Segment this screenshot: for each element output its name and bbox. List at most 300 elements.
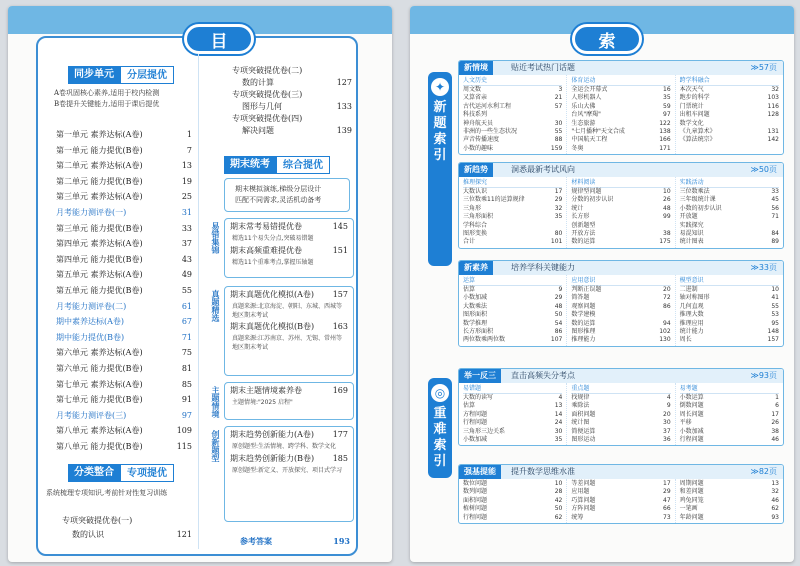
index-entry-label: 统计图表	[679, 238, 704, 246]
index-entry-page: 73	[663, 513, 671, 521]
panel-column	[676, 479, 783, 523]
toc-unit-page: 71	[181, 332, 192, 342]
index-entry[interactable]	[680, 336, 779, 344]
index-entry[interactable]	[680, 103, 779, 111]
index-entry-label: 乐山大佛	[571, 102, 596, 110]
column-header: 人文历史	[463, 76, 562, 86]
index-entry[interactable]	[463, 230, 562, 238]
index-entry[interactable]	[680, 402, 779, 410]
panel-page-link[interactable]: ≫93页	[750, 371, 777, 380]
index-entry[interactable]	[571, 488, 670, 496]
panel-title: 洞悉最新考试风向	[511, 165, 575, 174]
index-entry[interactable]	[680, 514, 779, 522]
index-entry-label: 全运会开幕式	[571, 86, 608, 93]
side-tab-char: 难	[433, 422, 447, 437]
toc-unit-row[interactable]	[56, 177, 192, 187]
panel-column	[459, 479, 566, 523]
panel-column	[676, 75, 783, 154]
index-entry-label: 推理应用	[679, 319, 704, 327]
index-entry-label: 《九章算术》	[679, 128, 716, 136]
index-entry-label: 判断正误题	[571, 286, 602, 293]
index-entry[interactable]	[680, 320, 779, 328]
index-entry-label: 图形运动	[571, 436, 596, 444]
index-entry[interactable]	[463, 505, 562, 513]
index-entry-page: 30	[663, 419, 671, 427]
index-entry[interactable]	[680, 294, 779, 302]
index-entry-page: 54	[554, 319, 563, 327]
column-header: 推理探究	[463, 178, 562, 188]
toc-unit-row[interactable]	[56, 380, 192, 390]
toc-unit-row[interactable]	[56, 395, 192, 405]
index-entry[interactable]	[463, 488, 562, 496]
index-entry-page: 26	[663, 196, 671, 204]
panel-grid	[459, 479, 783, 523]
index-entry[interactable]	[571, 238, 670, 246]
index-entry[interactable]	[680, 136, 779, 144]
index-entry[interactable]	[463, 120, 562, 128]
index-entry-label: 鸡兔同笼	[679, 496, 704, 504]
side-tab-char: 索	[433, 132, 447, 147]
toc-unit-row[interactable]	[56, 239, 192, 249]
index-entry[interactable]	[680, 238, 779, 246]
index-entry-page: 10	[554, 480, 563, 487]
index-entry-page: 45	[771, 196, 779, 204]
toc-special-1-sub[interactable]: 数的认识 121	[72, 530, 192, 539]
index-entry[interactable]	[571, 419, 670, 427]
index-entry-label: 长方形	[571, 213, 590, 221]
toc-special-sub-title: 图形与几何	[242, 102, 282, 111]
index-entry[interactable]	[571, 311, 670, 319]
index-entry-label: 数学文化	[679, 119, 704, 127]
index-entry[interactable]	[463, 402, 562, 410]
index-entry-label: 行程问题	[463, 419, 488, 427]
toc-unit-row[interactable]	[56, 286, 192, 296]
panel-column	[566, 383, 675, 445]
index-entry[interactable]	[571, 111, 670, 119]
toc-unit-row[interactable]	[56, 317, 192, 327]
index-entry-page: 86	[663, 302, 671, 310]
toc-unit-title: 第四单元 能力提优(B卷)	[56, 254, 143, 264]
index-entry-label: 规律型问题	[571, 188, 602, 195]
index-entry[interactable]	[463, 497, 562, 505]
toc-final-title: 期末高频重难提优卷	[230, 246, 302, 255]
toc-final-note: 原创题型:新定义、开放探究、项目式学习	[232, 467, 343, 474]
index-entry[interactable]	[680, 213, 779, 221]
index-entry-label: 学科综合	[463, 221, 488, 229]
index-entry-page: 130	[659, 336, 671, 344]
index-entry[interactable]	[463, 428, 562, 436]
index-entry-page: 35	[554, 213, 563, 221]
toc-unit-title: 第七单元 能力提优(B卷)	[56, 395, 143, 405]
index-entry-page: 101	[550, 238, 563, 246]
toc-unit-row[interactable]	[56, 270, 192, 280]
toc-unit-page: 97	[181, 410, 192, 420]
index-entry[interactable]	[463, 196, 562, 204]
panel-header	[459, 61, 783, 75]
index-entry[interactable]	[680, 205, 779, 213]
index-entry[interactable]	[680, 303, 779, 311]
index-entry[interactable]	[571, 136, 670, 144]
index-entry[interactable]	[680, 196, 779, 204]
index-entry[interactable]	[463, 336, 562, 344]
index-entry-label: 开放题	[679, 213, 698, 221]
index-entry[interactable]	[463, 238, 562, 246]
index-entry[interactable]	[680, 222, 779, 230]
toc-unit-title: 第五单元 素养达标(A卷)	[56, 270, 143, 280]
toc-final-title: 期末常考易错提优卷	[230, 222, 302, 231]
toc-unit-title: 第六单元 素养达标(A卷)	[56, 348, 143, 358]
index-entry-page: 128	[767, 111, 779, 119]
lightbulb-icon: ✦	[431, 78, 449, 96]
index-entry[interactable]	[463, 103, 562, 111]
index-entry-label: 面积问题	[571, 410, 596, 418]
index-entry-label: 方阵问题	[571, 505, 596, 513]
panel-column	[566, 275, 675, 346]
index-entry-label: 小数运算	[679, 394, 704, 401]
side-tab-key	[428, 378, 452, 478]
index-entry[interactable]	[463, 311, 562, 319]
toc-final-note: 真题来源:江苏南京、苏州、无锡、常州等地区期末考试	[232, 335, 343, 351]
toc-unit-title: 第三单元 能力提优(B卷)	[56, 223, 143, 233]
toc-special-page: 127	[336, 78, 352, 87]
index-entry[interactable]	[571, 320, 670, 328]
toc-final-row[interactable]	[230, 246, 348, 256]
panel-column	[566, 75, 675, 154]
index-entry-page: 17	[554, 188, 563, 195]
index-entry-label: 三角形面积	[463, 213, 494, 221]
panel-page-link[interactable]: ≫33页	[750, 263, 777, 272]
index-entry[interactable]	[571, 428, 670, 436]
index-entry[interactable]	[463, 394, 562, 402]
index-entry[interactable]	[463, 303, 562, 311]
index-entry-label: 两位数乘两位数	[463, 336, 506, 344]
index-entry-label: 行程问题	[679, 436, 704, 444]
index-entry-label: 神舟航天员	[463, 119, 494, 127]
index-entry-page: 17	[771, 410, 779, 418]
index-entry[interactable]	[680, 111, 779, 119]
final-group-tag: 易错集锦	[211, 222, 220, 254]
index-entry-label: 生态旅游	[571, 119, 596, 127]
toc-final-row[interactable]	[230, 386, 348, 396]
toc-special-page: 139	[336, 126, 352, 135]
index-entry[interactable]	[571, 145, 670, 153]
column-header: 模型意识	[680, 276, 779, 286]
index-entry-page: 14	[554, 410, 563, 418]
column-header: 运算	[463, 276, 562, 286]
toc-unit-row[interactable]	[56, 348, 192, 358]
panel-header	[459, 465, 783, 479]
index-entry[interactable]	[680, 328, 779, 336]
index-entry-label: 和差问题	[679, 488, 704, 496]
index-entry-page: 26	[771, 419, 779, 427]
index-entry[interactable]	[571, 497, 670, 505]
toc-final-row[interactable]	[230, 222, 348, 232]
index-entry-label: 统计能力	[679, 328, 704, 336]
toc-unit-row[interactable]	[56, 302, 192, 312]
index-entry-label: 创新题型	[571, 221, 596, 229]
final-group-tag: 真题精选	[211, 290, 220, 322]
index-entry-label: 行程问题	[463, 513, 488, 521]
index-entry[interactable]	[571, 222, 670, 230]
panel-page-link[interactable]: ≫57页	[750, 63, 777, 72]
toc-unit-row[interactable]	[56, 208, 192, 218]
index-entry-page: 175	[659, 238, 671, 246]
toc-unit-row[interactable]	[56, 426, 192, 436]
index-entry[interactable]	[680, 436, 779, 444]
index-entry[interactable]	[571, 213, 670, 221]
toc-unit-row[interactable]	[56, 411, 192, 421]
index-entry-label: 周文数	[463, 86, 482, 93]
index-entry-label: 分数的初步认识	[571, 196, 614, 204]
toc-unit-page: 49	[181, 270, 192, 280]
index-entry-label: 台风"摩羯"	[571, 111, 601, 119]
column-header: 材料阅读	[571, 178, 670, 188]
toc-unit-page: 67	[181, 317, 192, 327]
index-entry-page: 57	[554, 102, 563, 110]
toc-final-page: 169	[332, 386, 348, 395]
index-entry[interactable]	[571, 402, 670, 410]
index-entry-page: 20	[663, 410, 671, 418]
index-entry-label: 本次天气	[679, 86, 704, 93]
index-entry[interactable]	[680, 505, 779, 513]
panel-column	[676, 383, 783, 445]
final-group-tag: 主题情境	[211, 386, 220, 418]
index-entry-page: 102	[659, 328, 671, 336]
toc-unit-title: 第七单元 素养达标(A卷)	[56, 379, 143, 389]
index-entry[interactable]	[463, 222, 562, 230]
index-panel	[458, 464, 784, 524]
index-entry-label: 周期问题	[679, 480, 704, 487]
index-entry[interactable]	[463, 320, 562, 328]
toc-final-row[interactable]	[230, 430, 348, 440]
index-entry-page: 48	[663, 204, 671, 212]
index-entry[interactable]	[463, 136, 562, 144]
index-entry[interactable]	[680, 94, 779, 102]
index-entry[interactable]	[680, 497, 779, 505]
toc-final-note: 真题来源:北京海淀、朝阳、东城、西城等地区期末考试	[232, 303, 343, 319]
toc-special-sub[interactable]	[242, 126, 352, 136]
panel-grid	[459, 177, 783, 248]
index-entry[interactable]	[463, 419, 562, 427]
index-entry[interactable]	[463, 205, 562, 213]
index-entry-label: 统计	[571, 204, 584, 212]
index-entry-label: 易混知识	[679, 230, 704, 238]
index-entry-page: 29	[663, 488, 671, 496]
index-entry-page: 80	[554, 230, 563, 238]
toc-unit-row[interactable]	[56, 333, 192, 343]
index-entry[interactable]	[571, 196, 670, 204]
index-entry-page: 89	[771, 238, 779, 246]
index-entry-label: 数的运算	[571, 238, 596, 246]
index-entry-page: 166	[659, 136, 671, 144]
index-entry-label: 又算省亲	[463, 94, 488, 102]
panel-tag: 举一反三	[459, 369, 501, 383]
toc-unit-title: 第四单元 素养达标(A卷)	[56, 239, 143, 249]
toc-unit-page: 33	[181, 223, 192, 233]
toc-final-title: 期末主题情境素养卷	[230, 386, 302, 395]
index-entry-label: 图形变换	[463, 230, 488, 238]
panel-column	[676, 275, 783, 346]
index-entry[interactable]	[463, 111, 562, 119]
index-entry[interactable]	[571, 94, 670, 102]
toc-special-sub-title: 数的计算	[242, 78, 274, 87]
index-entry-label: 周长问题	[679, 410, 704, 418]
index-entry-label: 数的运算	[571, 319, 596, 327]
index-entry-page: 94	[663, 319, 671, 327]
final-note-box: 期末模拟演练,梯级分层设计 匹配不同需求,灵活机动备考	[224, 178, 350, 212]
index-entry-label: 小数加减	[463, 294, 488, 302]
index-entry-page: 46	[771, 496, 779, 504]
index-entry[interactable]	[463, 411, 562, 419]
index-entry-page: 13	[771, 480, 779, 487]
toc-unit-page: 13	[181, 161, 192, 171]
toc-unit-title: 期中素养达标(A卷)	[56, 317, 125, 327]
index-entry-page: 53	[771, 311, 779, 319]
index-entry-page: 29	[554, 196, 563, 204]
toc-final-row[interactable]	[230, 322, 348, 332]
index-entry[interactable]	[680, 120, 779, 128]
index-entry-page: 29	[554, 294, 563, 302]
index-entry-page: 21	[554, 94, 563, 102]
toc-special-row[interactable]	[232, 114, 352, 124]
index-entry-label: 简答题	[571, 294, 590, 302]
toc-unit-row[interactable]	[56, 224, 192, 234]
index-entry-page: 4	[558, 394, 563, 401]
panel-tag: 新情境	[459, 61, 493, 75]
toc-final-page: 151	[332, 246, 348, 255]
index-entry[interactable]	[571, 514, 670, 522]
index-entry[interactable]	[571, 205, 670, 213]
index-entry-page: 46	[771, 436, 779, 444]
index-entry-label: 三角形三边关系	[463, 427, 506, 435]
index-entry-page: 97	[663, 111, 671, 119]
index-entry[interactable]	[680, 488, 779, 496]
toc-unit-row[interactable]	[56, 130, 192, 140]
index-entry-label: 方程问题	[463, 410, 488, 418]
index-entry[interactable]	[680, 419, 779, 427]
toc-unit-row[interactable]	[56, 192, 192, 202]
toc-unit-page: 115	[176, 442, 192, 451]
toc-unit-row[interactable]	[56, 161, 192, 171]
toc-final-page: 157	[332, 290, 348, 299]
toc-unit-page: 25	[181, 192, 192, 202]
index-entry-label: 面积问题	[463, 496, 488, 504]
index-entry[interactable]	[463, 436, 562, 444]
index-entry-page: 9	[558, 286, 563, 293]
index-entry[interactable]	[571, 303, 670, 311]
index-entry-page: 32	[771, 86, 779, 93]
index-entry-page: 48	[554, 302, 563, 310]
index-entry-label: 倒数问题	[679, 402, 704, 410]
toc-unit-title: 月考能力测评卷(一)	[56, 208, 127, 217]
index-entry-page: 95	[771, 319, 779, 327]
index-entry-page: 37	[663, 427, 671, 435]
index-entry[interactable]	[680, 311, 779, 319]
toc-unit-page: 19	[181, 176, 192, 186]
index-entry-label: 数位问题	[463, 480, 488, 487]
index-entry-label: 《算法统宗》	[679, 136, 716, 144]
side-tab-char: 引	[433, 454, 447, 469]
toc-final-page: 163	[332, 322, 348, 331]
index-entry[interactable]	[571, 294, 670, 302]
panel-grid	[459, 383, 783, 445]
toc-unit-row[interactable]	[56, 442, 192, 452]
index-entry[interactable]	[680, 428, 779, 436]
index-entry-page: 38	[663, 230, 671, 238]
toc-final-note: 精选11个重难考点,掌握压轴题	[232, 259, 314, 266]
final-group-tag: 创新题型	[211, 430, 220, 462]
toc-unit-row[interactable]	[56, 364, 192, 374]
toc-unit-row[interactable]	[56, 255, 192, 265]
toc-final-row[interactable]	[230, 454, 348, 464]
index-entry-page: 20	[663, 286, 671, 293]
index-entry-page: 66	[663, 505, 671, 513]
index-entry-label: 平移	[679, 419, 692, 427]
index-entry-page: 17	[663, 480, 671, 487]
toc-final-row[interactable]	[230, 290, 348, 300]
index-entry-label: 统计图	[571, 419, 590, 427]
index-entry[interactable]	[463, 94, 562, 102]
panel-grid	[459, 275, 783, 346]
index-entry[interactable]	[463, 213, 562, 221]
index-entry[interactable]	[463, 145, 562, 153]
panel-title: 贴近考试热门话题	[511, 63, 575, 72]
column-header: 体育运动	[571, 76, 670, 86]
toc-special-row[interactable]	[232, 66, 352, 76]
panel-page-link[interactable]: ≫82页	[750, 467, 777, 476]
index-entry[interactable]	[680, 411, 779, 419]
toc-unit-page: 91	[181, 395, 192, 405]
toc-special-row[interactable]	[232, 90, 352, 100]
index-entry-label: "七月播种"天文合成	[571, 128, 625, 136]
side-tab-new	[428, 72, 452, 266]
index-entry[interactable]	[571, 103, 670, 111]
index-entry[interactable]	[571, 411, 670, 419]
index-entry-page: 55	[771, 302, 779, 310]
index-entry-page: 138	[659, 128, 671, 136]
panel-column	[566, 479, 675, 523]
toc-special-sub[interactable]	[242, 78, 352, 88]
index-entry[interactable]	[463, 294, 562, 302]
panel-page-link[interactable]: ≫50页	[750, 165, 777, 174]
index-entry-page: 62	[554, 513, 563, 521]
index-entry-page: 35	[554, 436, 563, 444]
right-page-index	[410, 6, 794, 562]
index-entry[interactable]	[571, 336, 670, 344]
index-entry-page: 16	[663, 86, 671, 93]
toc-unit-row[interactable]	[56, 146, 192, 156]
index-entry-label: 科技系列	[463, 111, 488, 119]
index-entry-label: 出租车问题	[679, 111, 710, 119]
index-entry[interactable]	[463, 514, 562, 522]
index-entry-label: 大数的读写	[463, 394, 494, 401]
index-entry[interactable]	[571, 436, 670, 444]
index-entry-label: 统筹	[571, 513, 584, 521]
index-entry-page: 107	[550, 336, 563, 344]
index-entry-page: 41	[771, 294, 779, 302]
toc-special-title: 专项突破提优卷(四)	[232, 114, 303, 123]
index-entry-label: 植树问题	[463, 505, 488, 513]
index-entry[interactable]	[571, 120, 670, 128]
toc-answer[interactable]: 参考答案 193	[240, 536, 350, 546]
toc-unit-title: 第六单元 能力提优(B卷)	[56, 364, 143, 373]
toc-special-sub-title: 解决问题	[242, 126, 274, 135]
toc-special-1[interactable]: 专项突破提优卷(一)	[62, 516, 133, 525]
toc-final-page: 185	[332, 454, 348, 463]
toc-special-sub[interactable]	[242, 102, 352, 112]
panel-header	[459, 261, 783, 275]
index-entry[interactable]	[571, 505, 670, 513]
